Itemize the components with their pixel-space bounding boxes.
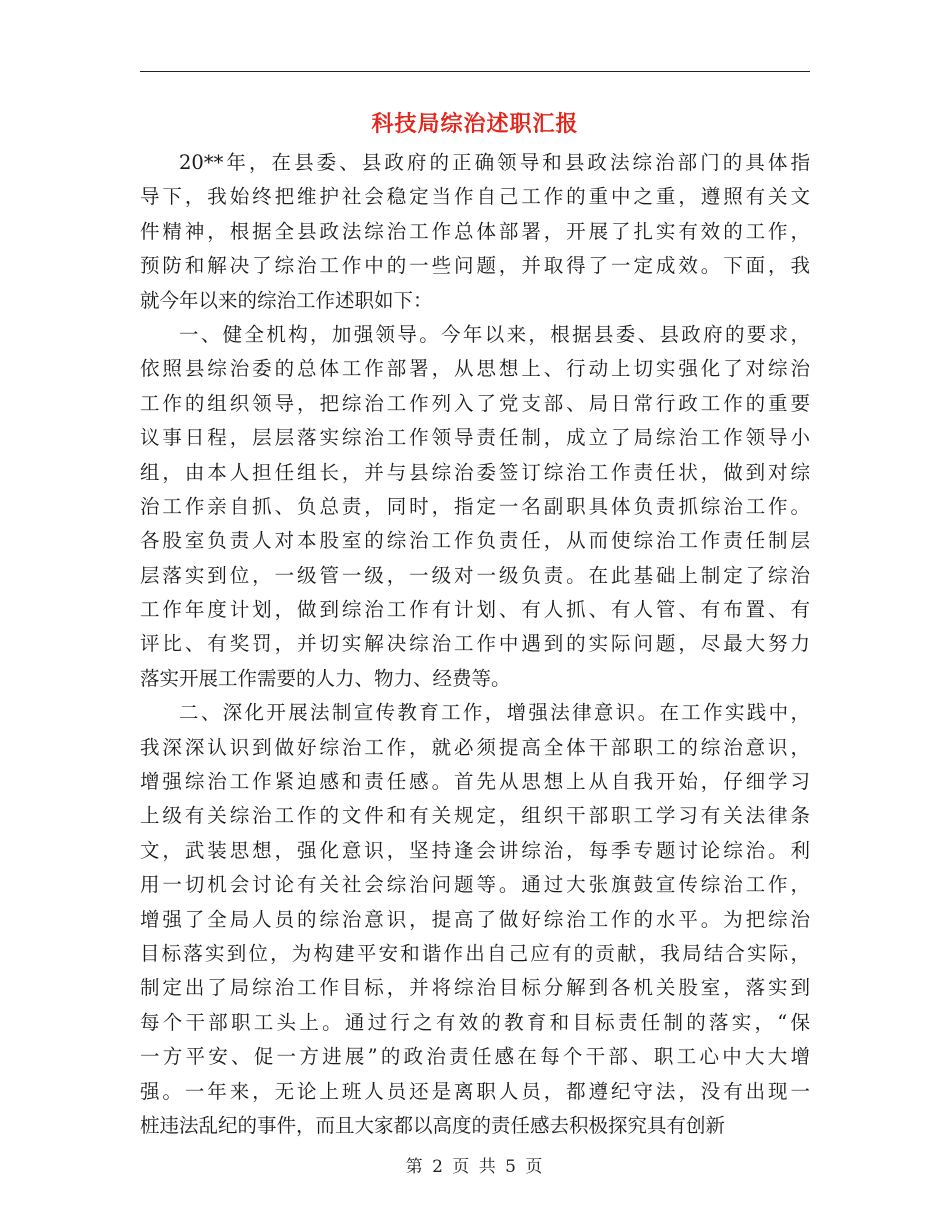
text-line: 预防和解决了综治工作中的一些问题，并取得了一定成效。下面，我 <box>140 254 810 278</box>
text-line: 依照县综治委的总体工作部署，从思想上、行动上切实强化了对综治 <box>140 357 810 381</box>
text-line: 落实开展工作需要的人力、物力、经费等。 <box>140 666 511 690</box>
paragraph <box>140 696 810 1143</box>
text-line: 导下，我始终把维护社会稳定当作自己工作的重中之重，遵照有关文 <box>140 185 810 209</box>
document-body <box>140 146 810 1143</box>
text-line: 增强了全局人员的综治意识，提高了做好综治工作的水平。为把综治 <box>140 907 810 931</box>
text-line: 增强综治工作紧迫感和责任感。首先从思想上从自我开始，仔细学习 <box>140 770 810 794</box>
paragraph <box>140 318 810 696</box>
text-line: 各股室负责人对本股室的综治工作负责任，从而使综治工作责任制层 <box>140 529 810 553</box>
text-line: 我深深认识到做好综治工作，就必须提高全体干部职工的综治意识， <box>140 735 810 759</box>
page-footer: 第 2 页 共 5 页 <box>405 1157 545 1177</box>
document-title: 科技局综治述职汇报 <box>371 112 579 137</box>
text-line: 制定出了局综治工作目标，并将综治目标分解到各机关股室，落实到 <box>140 976 810 1000</box>
text-line: 一方平安、促一方进展”的政治责任感在每个干部、职工心中大大增 <box>140 1045 810 1069</box>
text-line: 桩违法乱纪的事件，而且大家都以高度的责任感去积极探究具有创新 <box>140 1113 726 1137</box>
header-rule <box>140 71 810 72</box>
text-line: 每个干部职工头上。通过行之有效的教育和目标责任制的落实，“保 <box>140 1010 810 1034</box>
text-line: 治工作亲自抓、负总责，同时，指定一名副职具体负责抓综治工作。 <box>140 494 810 518</box>
text-line: 目标落实到位，为构建平安和谐作出自己应有的贡献，我局结合实际， <box>140 941 810 965</box>
text-line: 件精神，根据全县政法综治工作总体部署，开展了扎实有效的工作， <box>140 219 810 243</box>
text-line: 用一切机会讨论有关社会综治问题等。通过大张旗鼓宣传综治工作， <box>140 873 810 897</box>
text-line: 强。一年来，无论上班人员还是离职人员，都遵纪守法，没有出现一 <box>140 1079 810 1103</box>
text-line: 评比、有奖罚，并切实解决综治工作中遇到的实际问题，尽最大努力 <box>140 632 810 656</box>
text-line: 工作年度计划，做到综治工作有计划、有人抓、有人管、有布置、有 <box>140 598 810 622</box>
paragraph <box>140 146 810 318</box>
text-line: 二、深化开展法制宣传教育工作，增强法律意识。在工作实践中， <box>179 701 810 725</box>
text-line: 议事日程，层层落实综治工作领导责任制，成立了局综治工作领导小 <box>140 426 810 450</box>
text-line: 就今年以来的综治工作述职如下： <box>140 288 433 312</box>
text-line: 上级有关综治工作的文件和有关规定，组织干部职工学习有关法律条 <box>140 804 810 828</box>
text-line: 组，由本人担任组长，并与县综治委签订综治工作责任状，做到对综 <box>140 460 810 484</box>
text-line: 层落实到位，一级管一级，一级对一级负责。在此基础上制定了综治 <box>140 563 810 587</box>
text-line: 工作的组织领导，把综治工作列入了党支部、局日常行政工作的重要 <box>140 391 810 415</box>
text-line: 文，武装思想，强化意识，坚持逢会讲综治，每季专题讨论综治。利 <box>140 838 810 862</box>
text-line: 一、健全机构，加强领导。今年以来，根据县委、县政府的要求， <box>179 322 810 346</box>
text-line: 20**年，在县委、县政府的正确领导和县政法综治部门的具体指 <box>179 151 810 174</box>
